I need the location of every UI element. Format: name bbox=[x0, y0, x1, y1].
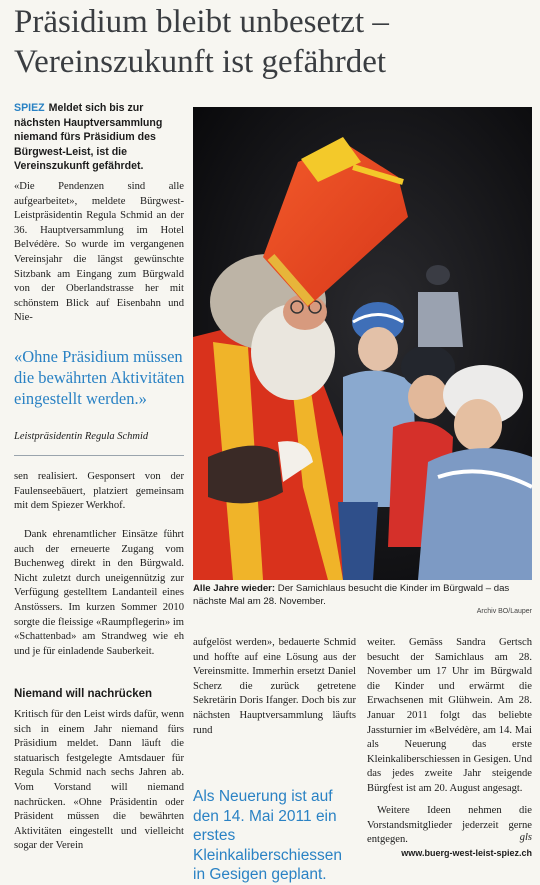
pull-quote-2: Als Neuerung ist auf den 14. Mai 2011 ein erstes Kleinkaliberschiessen in Gesigen geplant. bbox=[193, 788, 343, 883]
caption-lead: Alle Jahre wieder: bbox=[193, 583, 276, 594]
pull-quote-attribution: Leistpräsidentin Regula Schmid bbox=[14, 431, 149, 442]
body-paragraph-3: Kritisch für den Leist wirds dafür, wenn sich in einem Jahr niemand fürs Präsidium meldet. Dann läuft die statuarisch festgelegte Amtsdauer für Regula Schmid nach sechs Jahren ab. Vom Vorstand will niemand nachrücken. «Ohne Präsidentin oder Präsident müssen die bewährten Aktivitäten eingestellt und vielleicht sogar der Verein bbox=[14, 709, 184, 852]
lead-paragraph bbox=[14, 101, 182, 174]
pull-quote: «Ohne Präsidium müssen die bewährten Aktivitäten eingestellt werden.» bbox=[14, 347, 185, 408]
headline-line-2: Vereinszukunft ist gefährdet bbox=[14, 44, 387, 80]
caption-text: Der Samichlaus besucht die Kinder im Bürgwald – das nächste Mal am 28. November. bbox=[193, 583, 510, 607]
photo-credit: Archiv BO/Lauper bbox=[476, 608, 532, 615]
headline-line-1: Präsidium bleibt unbesetzt – bbox=[14, 4, 389, 40]
photo-caption bbox=[193, 583, 532, 608]
body-column-3b: Weitere Ideen nehmen die Vorstandsmitglieder jederzeit gerne entgegen. bbox=[367, 805, 532, 846]
divider bbox=[14, 455, 184, 456]
body-column-2: aufgelöst werden», bedauerte Schmid und hoffte auf eine Lösung aus der Vereinsmitte. Immerhin ersetzt Daniel Scherz die zurück getretene Sekretärin Doris Ifanger. Doch bis zur nächsten Hauptversammlung läufts rund bbox=[193, 637, 356, 736]
body-paragraph-2: Dank ehrenamtlicher Einsätze führt auch der erneuerte Zugang vom Buchenweg direkt in den Bürgwald. Nicht zuletzt durch uneigennützig zur Verfügung gestelltem Landanteil eines Anstössers. Im kurzen Sommer 2010 sorgte die fleissige «Raumpflegerin» im «Schattenbad» am Strandweg wie eh und je für einladende Sauberkeit. bbox=[14, 529, 184, 657]
website-link[interactable]: www.buerg-west-leist-spiez.ch bbox=[401, 848, 532, 858]
photo-samichlaus bbox=[193, 107, 532, 580]
headline bbox=[14, 2, 534, 82]
body-paragraph-1-continued: sen realisiert. Gesponsert von der Faulenseebäuert, platziert gemeinsam mit dem Spiezer Werkhof. bbox=[14, 471, 184, 512]
location-tag: SPIEZ bbox=[14, 102, 45, 114]
lead-text: Meldet sich bis zur nächsten Hauptversammlung niemand fürs Präsidium des Bürgwest-Leist, ist die Vereinszukunft gefährdet. bbox=[14, 102, 163, 172]
body-column-3: weiter. Gemäss Sandra Gertsch besucht der Samichlaus am 28. November um 17 Uhr im Bürgwald die Kinder und erwärmt die Erwachsenen mit Glühwein. Am 28. Januar 2011 folgt das beliebte Jassturnier im «Belvédère, am 14. Mai als Neuerung das erste Kleinkaliberschiessen in Gesigen. Und das jedes zweite Jahr steigende Bürgfest ist am 20. August angesagt. bbox=[367, 637, 532, 794]
body-paragraph-1: «Die Pendenzen sind alle aufgearbeitet», meldete Bürgwest-Leistpräsidentin Regula Schmid an der 36. Hauptversammlung im Hotel Belvédère. So wurde im vergangenen Vereinsjahr die längst gewünschte Sitzbank am Eingang zum Bürgwald von der Oberlandstrasse her mit schönstem Blick auf Eisenbahn und Nie- bbox=[14, 181, 184, 324]
byline: gls bbox=[519, 832, 532, 843]
subheading: Niemand will nachrücken bbox=[14, 688, 153, 700]
